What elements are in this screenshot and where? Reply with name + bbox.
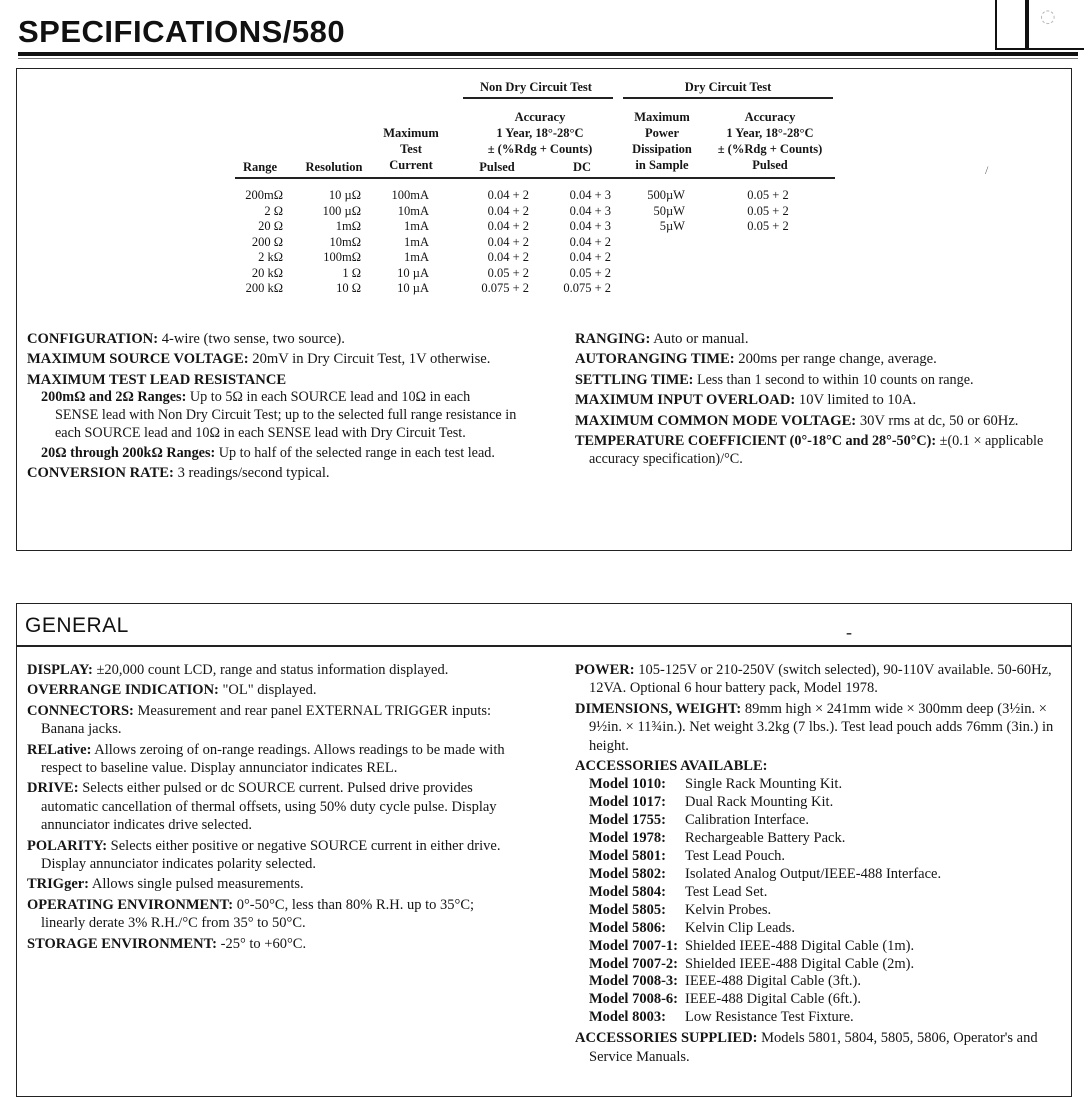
display-value: ±20,000 count LCD, range and status information displayed. [96,662,449,678]
accessories-available-label: ACCESSORIES AVAILABLE: [575,758,768,775]
accessory-model: Model 8003: [589,1009,666,1026]
general-left-column [27,661,517,955]
list-item [575,830,1063,848]
accessory-desc: Test Lead Set. [685,883,768,900]
cell-range: 200 kΩ [245,281,283,295]
title-rule [18,52,1078,56]
cell-range: 20 kΩ [251,265,283,280]
lead-res-sub2-label: 20Ω through 200kΩ Ranges: [41,444,216,461]
cell-nd-dc: 0.075 + 2 [563,281,611,295]
range-header: Range [242,160,278,174]
ranging-spec [575,330,1063,348]
cell-power: 50µW [653,203,685,218]
connectors-spec [27,702,517,739]
table-header-rule [235,177,835,179]
general-right-column [575,661,1063,1068]
input-overload-label: MAXIMUM INPUT OVERLOAD: [575,392,796,409]
cell-dry: 0.05 + 2 [747,203,789,218]
list-item [575,920,1063,938]
nd-pulsed-header: Pulsed [479,160,515,174]
hole-punch-mark: ◌ [1040,6,1056,27]
cell-nd-pulsed: 0.04 + 2 [487,188,529,202]
list-item [575,866,1063,884]
cell-nd-pulsed: 0.04 + 2 [487,250,529,264]
power-label: POWER: [575,662,635,678]
list-item [575,812,1063,830]
accessory-model: Model 1755: [589,812,666,829]
input-overload-value: 10V limited to 10A. [798,392,917,409]
cell-current: 10mA [397,203,429,218]
dry-accuracy-header: Accuracy 1 Year, 18°-28°C ± (%Rdg + Counts) Pulsed [717,110,823,172]
specifications-panel [16,68,1072,551]
cell-resolution: 10 µΩ [328,188,361,202]
operating-environment-spec [27,896,517,933]
cell-range: 200 Ω [251,234,283,249]
general-panel [16,603,1072,1097]
lead-res-sub1 [41,389,517,442]
accessory-desc: IEEE-488 Digital Cable (3ft.). [685,973,861,990]
group-dry-header: Dry Circuit Test [684,80,772,94]
relative-spec [27,741,517,778]
max-source-voltage-spec [27,350,517,368]
configuration-label: CONFIGURATION: [27,331,159,347]
cell-dry: 0.05 + 2 [747,188,789,202]
polarity-spec [27,837,517,874]
overrange-label: OVERRANGE INDICATION: [27,682,219,699]
configuration-spec [27,330,517,348]
cell-resolution: 10 Ω [336,281,361,295]
cell-range: 200mΩ [245,188,283,202]
accessory-desc: IEEE-488 Digital Cable (6ft.). [685,991,861,1008]
cell-resolution: 100 µΩ [322,203,361,218]
group-non-dry-header: Non Dry Circuit Test [480,80,592,94]
accessory-model: Model 5802: [589,865,666,882]
cell-current: 1mA [404,234,429,249]
cell-nd-pulsed: 0.04 + 2 [487,219,529,233]
cell-nd-dc: 0.04 + 2 [569,250,611,264]
dimensions-spec [575,700,1063,755]
trigger-value: Allows single pulsed measurements. [91,876,304,893]
max-power-header: Maximum Power Dissipation in Sample [632,110,692,172]
nd-dc-header: DC [572,160,592,174]
accessory-model: Model 5806: [589,919,666,936]
accessories-list [575,776,1063,1027]
accessory-model: Model 5804: [589,883,666,900]
accessory-desc: Dual Rack Mounting Kit. [685,794,834,811]
cell-nd-pulsed: 0.04 + 2 [487,203,529,218]
storage-environment-spec [27,935,517,953]
conversion-rate-value: 3 readings/second typical. [177,465,330,482]
group-dry-rule [623,97,833,99]
storage-environment-label: STORAGE ENVIRONMENT: [27,935,218,952]
tempco-label: TEMPERATURE COEFFICIENT (0°-18°C and 28°-50°C): [575,433,937,450]
cell-current: 100mA [391,188,429,202]
cell-nd-pulsed: 0.05 + 2 [487,265,529,280]
accessory-desc: Shielded IEEE-488 Digital Cable (2m). [685,955,915,972]
connectors-value: Measurement and rear panel EXTERNAL TRIGGER inputs: Banana jacks. [41,702,492,738]
lead-res-sub1-value: Up to 5Ω in each SOURCE lead and 10Ω in each SENSE lead with Non Dry Circuit Test; up to the selected full range resistance in each SOURCE lead and 10Ω in each SENSE lead with Dry Circuit Test. [55,389,517,441]
relative-value: Allows zeroing of on-range readings. Allows readings to be made with respect to baseline value. Display annunciator indicates REL. [41,741,505,777]
stray-mark: / [985,163,989,177]
group-non-dry-rule [463,97,613,99]
lead-res-sub2 [41,445,517,463]
drive-value: Selects either pulsed or dc SOURCE current. Pulsed drive provides automatic cancellation of thermal offsets, using 50% duty cycle pulse. Display annunciator indicates drive selected. [41,780,497,834]
conversion-rate-label: CONVERSION RATE: [27,465,174,482]
trigger-label: TRIGger: [27,876,90,893]
accessory-desc: Rechargeable Battery Pack. [685,830,846,847]
corner-tab [995,0,1029,50]
list-item [575,776,1063,794]
accessory-desc: Shielded IEEE-488 Digital Cable (1m). [685,937,915,954]
list-item [575,938,1063,956]
power-value: 105-125V or 210-250V (switch selected), 90-110V available. 50-60Hz, 12VA. Optional 6 hour battery pack, Model 1978. [589,662,1052,697]
cell-resolution: 10mΩ [329,234,361,249]
accessory-desc: Single Rack Mounting Kit. [685,776,843,793]
stray-dash: - [846,622,852,642]
cell-resolution: 100mΩ [323,250,361,264]
resolution-header: Resolution [305,160,363,174]
list-item [575,848,1063,866]
list-item [575,902,1063,920]
cell-resolution: 1mΩ [335,219,361,233]
conversion-rate-spec [27,464,517,482]
nd-accuracy-header: Accuracy 1 Year, 18°-28°C ± (%Rdg + Counts) [487,110,593,156]
accessories-supplied-spec [575,1029,1063,1066]
lead-res-sub2-value: Up to half of the selected range in each test lead. [218,444,495,461]
accessory-desc: Kelvin Probes. [685,901,772,918]
ranging-label: RANGING: [575,331,651,347]
cell-nd-dc: 0.05 + 2 [569,265,611,280]
relative-label: RELative: [27,741,92,758]
accessory-model: Model 5805: [589,901,666,918]
cell-nd-dc: 0.04 + 3 [569,203,611,218]
accessories-supplied-value: Models 5801, 5804, 5805, 5806, Operator's and Service Manuals. [589,1030,1038,1065]
accessory-desc: Calibration Interface. [685,812,809,829]
accessory-desc: Kelvin Clip Leads. [685,919,795,936]
cell-range: 2 kΩ [258,250,283,264]
storage-environment-value: -25° to +60°C. [220,935,307,952]
accessory-model: Model 7008-6: [589,991,678,1008]
specs-right-column [575,330,1063,471]
general-heading: GENERAL [25,614,129,637]
accessory-desc: Isolated Analog Output/IEEE-488 Interface. [685,865,942,882]
cell-nd-dc: 0.04 + 3 [569,219,611,233]
cell-nd-dc: 0.04 + 3 [569,188,611,202]
accessories-supplied-label: ACCESSORIES SUPPLIED: [575,1030,758,1047]
autoranging-value: 200ms per range change, average. [738,351,937,368]
common-mode-value: 30V rms at dc, 50 or 60Hz. [859,412,1019,429]
cell-current: 10 µA [397,265,429,280]
polarity-value: Selects either positive or negative SOURCE current in either drive. Display annunciator indicates polarity selected. [41,837,501,873]
overrange-spec [27,681,517,699]
cell-nd-pulsed: 0.075 + 2 [481,281,529,295]
cell-current: 1mA [404,250,429,264]
max-source-voltage-value: 20mV in Dry Circuit Test, 1V otherwise. [252,351,491,368]
power-spec [575,661,1063,698]
accessory-model: Model 1978: [589,830,666,847]
autoranging-spec [575,350,1063,368]
overrange-value: "OL" displayed. [222,682,317,699]
settling-time-label: SETTLING TIME: [575,371,694,388]
cell-power: 500µW [647,188,685,202]
dimensions-value: 89mm high × 241mm wide × 300mm deep (3½in. × 9½in. × 11¾in.). Net weight 3.2kg (7 lbs.). Test lead pouch adds 76mm (3in.) in height. [589,700,1054,754]
list-item [575,956,1063,974]
display-spec [27,661,517,679]
common-mode-label: MAXIMUM COMMON MODE VOLTAGE: [575,412,857,429]
accessory-model: Model 7007-1: [589,937,678,954]
list-item [575,884,1063,902]
dimensions-label: DIMENSIONS, WEIGHT: [575,700,742,717]
settling-time-spec [575,371,1063,389]
operating-environment-label: OPERATING ENVIRONMENT: [27,896,234,913]
list-item [575,1009,1063,1027]
accessory-model: Model 5801: [589,848,666,865]
common-mode-spec [575,412,1063,430]
cell-range: 2 Ω [264,203,283,218]
list-item [575,973,1063,991]
max-test-current-header: Maximum Test Current [383,126,439,172]
page-title: SPECIFICATIONS/580 [18,14,346,49]
tempco-spec [575,432,1063,469]
cell-resolution: 1 Ω [342,265,361,280]
list-item [575,991,1063,1009]
accessory-model: Model 7008-3: [589,973,678,990]
cell-current: 10 µA [397,281,429,295]
configuration-value: 4-wire (two sense, two source). [161,331,345,347]
cell-dry: 0.05 + 2 [747,219,789,233]
cell-nd-dc: 0.04 + 2 [569,234,611,249]
tempco-value: ±(0.1 × applicable accuracy specification)/°C. [589,433,1044,468]
cell-current: 1mA [404,219,429,233]
cell-range: 20 Ω [258,219,283,233]
lead-res-sub1-label: 200mΩ and 2Ω Ranges: [41,389,187,406]
accessory-model: Model 1010: [589,776,666,793]
title-rule-thin [18,58,1078,59]
specs-left-column [27,330,517,485]
cell-power: 5µW [659,219,685,233]
cell-nd-pulsed: 0.04 + 2 [487,234,529,249]
accessory-model: Model 1017: [589,794,666,811]
connectors-label: CONNECTORS: [27,702,134,719]
display-label: DISPLAY: [27,662,93,678]
list-item [575,794,1063,812]
drive-label: DRIVE: [27,780,79,797]
operating-environment-value: 0°-50°C, less than 80% R.H. up to 35°C; linearly derate 3% R.H./°C from 35° to 50°C. [41,896,475,932]
accessory-desc: Test Lead Pouch. [685,848,786,865]
max-source-voltage-label: MAXIMUM SOURCE VOLTAGE: [27,351,249,368]
input-overload-spec [575,391,1063,409]
polarity-label: POLARITY: [27,837,108,854]
max-test-lead-resistance-label: MAXIMUM TEST LEAD RESISTANCE [27,371,287,388]
ranging-value: Auto or manual. [653,331,749,347]
accessory-desc: Low Resistance Test Fixture. [685,1009,854,1026]
accessory-model: Model 7007-2: [589,955,678,972]
autoranging-label: AUTORANGING TIME: [575,351,735,368]
general-heading-rule [17,645,1071,647]
settling-time-value: Less than 1 second to within 10 counts on range. [696,371,974,388]
drive-spec [27,779,517,834]
trigger-spec [27,875,517,893]
